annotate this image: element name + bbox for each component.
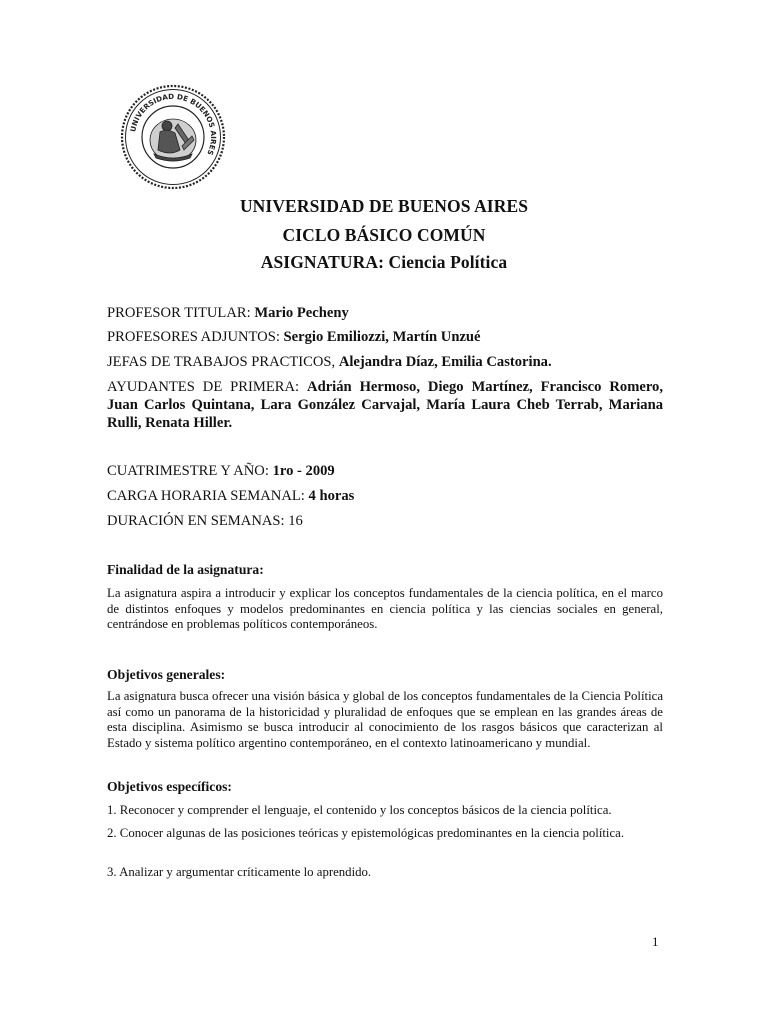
objetivos-generales-title: Objetivos generales: [107,667,226,682]
ayudantes-primera [107,378,663,432]
objetivo-item: 3. Analizar y argumentar críticamente lo aprendido. [107,865,372,879]
ayudantes-label: AYUDANTES DE PRIMERA: [107,379,300,395]
university-seal [120,84,226,190]
cuatrimestre [107,462,663,480]
jtp-label: JEFAS DE TRABAJOS PRACTICOS, [107,354,336,370]
cycle-title: CICLO BÁSICO COMÚN [282,225,486,245]
objetivos-generales-text: La asignatura busca ofrecer una visión básica y global de los conceptos fundamentales de la Ciencia Política así como un panorama de la historicidad y pluralidad de enfoques que se emplean en las grandes áreas de esta disciplina. Asimismo se busca introducir al conocimiento de los rasgos básicos que caracterizan al Estado y sistema político argentino contemporáneo, en el contexto latinoamericano y mundial. [107,689,663,750]
finalidad-title: Finalidad de la asignatura: [107,562,264,577]
ayudantes-value: Adrián Hermoso, Diego Martínez, Francisco Romero, Juan Carlos Quintana, Lara González Carvajal, María Laura Cheb Terrab, Mariana Rulli, Renata Hiller. [107,379,663,431]
objetivo-item: 2. Conocer algunas de las posiciones teóricas y epistemológicas predominantes en la ciencia política. [107,826,625,840]
finalidad-text: La asignatura aspira a introducir y explicar los conceptos fundamentales de la ciencia política, en el marco de distintos enfoques y modelos predominantes en ciencia política y las ciencias sociales en general, centrándose en problemas políticos contemporáneos. [107,586,663,632]
duracion-semanas [107,512,663,530]
subject-label: ASIGNATURA: [260,252,385,272]
adjuntos-label: PROFESORES ADJUNTOS: [107,329,280,345]
titular-value: Mario Pecheny [254,305,349,321]
page-number: 1 [652,934,659,949]
term-label: CUATRIMESTRE Y AÑO: [107,463,269,479]
subject-title [0,252,768,273]
university-title: UNIVERSIDAD DE BUENOS AIRES [239,196,529,216]
weeks-value: 16 [288,513,303,529]
subject-value: Ciencia Política [388,252,508,272]
hours-value: 4 horas [308,488,355,504]
hours-label: CARGA HORARIA SEMANAL: [107,488,305,504]
seal-figure [150,119,196,161]
weeks-label: DURACIÓN EN SEMANAS: [107,513,285,529]
seal-ring-text: UNIVERSIDAD DE BUENOS AIRES [128,91,219,157]
term-value: 1ro - 2009 [272,463,335,479]
profesor-titular [107,304,663,322]
profesores-adjuntos [107,328,663,346]
carga-horaria [107,487,663,505]
jtp-value: Alejandra Díaz, Emilia Castorina. [338,354,552,370]
adjuntos-value: Sergio Emiliozzi, Martín Unzué [283,329,481,345]
jefas-trabajos-practicos [107,353,663,371]
objetivos-especificos-title: Objetivos específicos: [107,779,232,794]
objetivo-item: 1. Reconocer y comprender el lenguaje, el contenido y los conceptos básicos de la ciencia política. [107,803,612,817]
titular-label: PROFESOR TITULAR: [107,305,251,321]
